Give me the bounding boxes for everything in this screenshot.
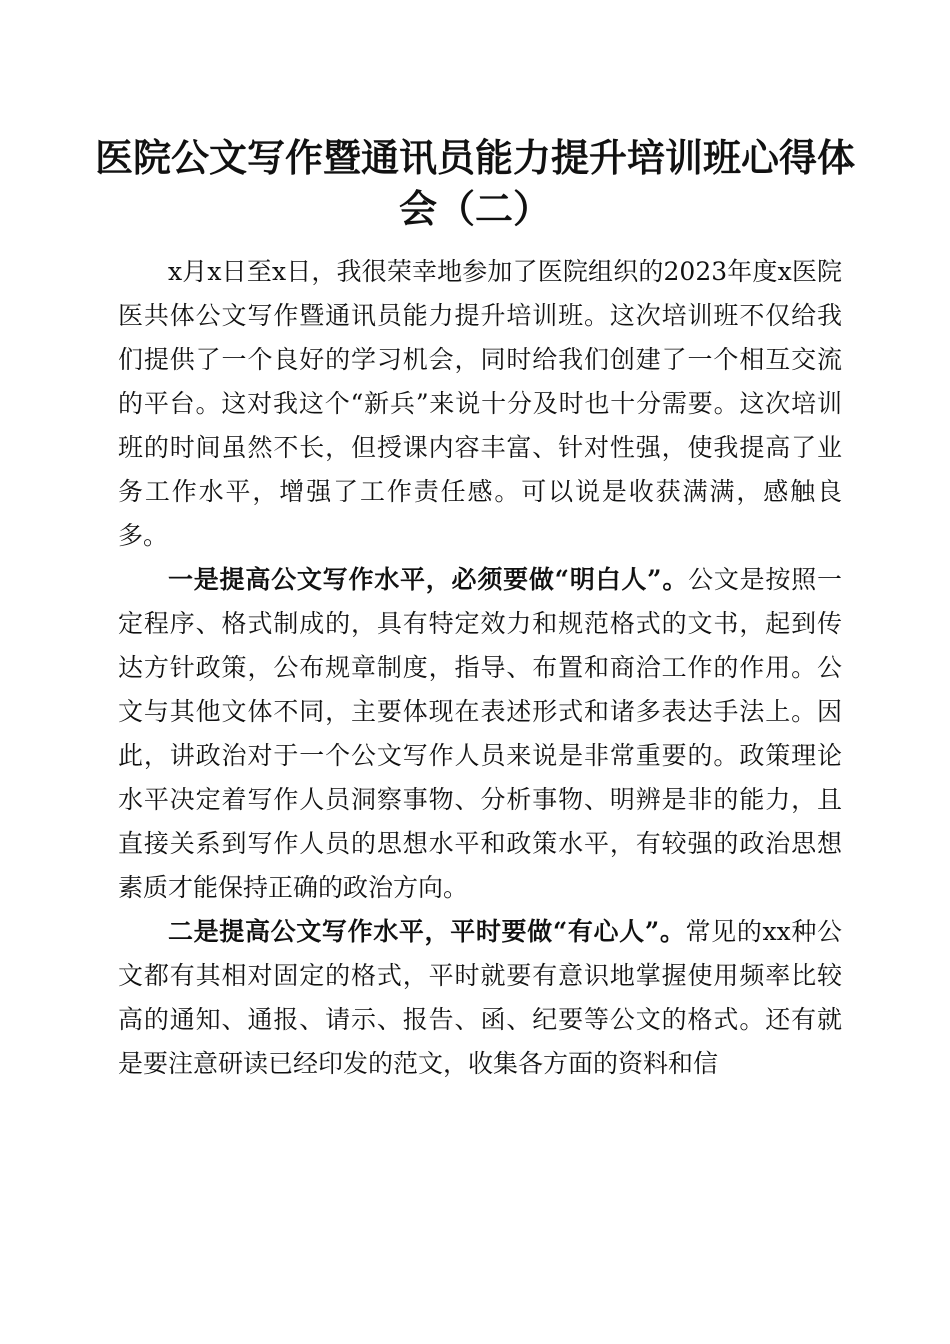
paragraph-point-two	[118, 910, 842, 1086]
paragraph-text: x月x日至x日，我很荣幸地参加了医院组织的2023年度x医院医共体公文写作暨通讯员能力提升培训班。这次培训班不仅给我们提供了一个良好的学习机会，同时给我们创建了一个相互交流的平台。这对我这个“新兵”来说十分及时也十分需要。这次培训班的时间虽然不长，但授课内容丰富、针对性强，使我提高了业务工作水平，增强了工作责任感。可以说是收获满满，感触良多。	[118, 257, 842, 550]
paragraph-point-one	[118, 558, 842, 910]
document-body	[118, 250, 842, 1086]
document-title: 医院公文写作暨通讯员能力提升培训班心得体会（二）	[94, 135, 855, 231]
paragraph-intro	[118, 250, 842, 558]
paragraph-lead: 一是提高公文写作水平，必须要做“明白人”。	[168, 565, 689, 594]
paragraph-lead: 二是提高公文写作水平，平时要做“有心人”。	[168, 917, 686, 946]
paragraph-text: 常见的xx种公文都有其相对固定的格式，平时就要有意识地掌握使用频率比较高的通知、通报、请示、报告、函、纪要等公文的格式。还有就是要注意研读已经印发的范文，收集各方面的资料和信	[118, 917, 843, 1078]
paragraph-text: 公文是按照一定程序、格式制成的，具有特定效力和规范格式的文书，起到传达方针政策，公布规章制度，指导、布置和商洽工作的作用。公文与其他文体不同，主要体现在表述形式和诸多表达手法上。因此，讲政治对于一个公文写作人员来说是非常重要的。政策理论水平决定着写作人员洞察事物、分析事物、明辨是非的能力，且直接关系到写作人员的思想水平和政策水平，有较强的政治思想素质才能保持正确的政治方向。	[118, 565, 842, 902]
